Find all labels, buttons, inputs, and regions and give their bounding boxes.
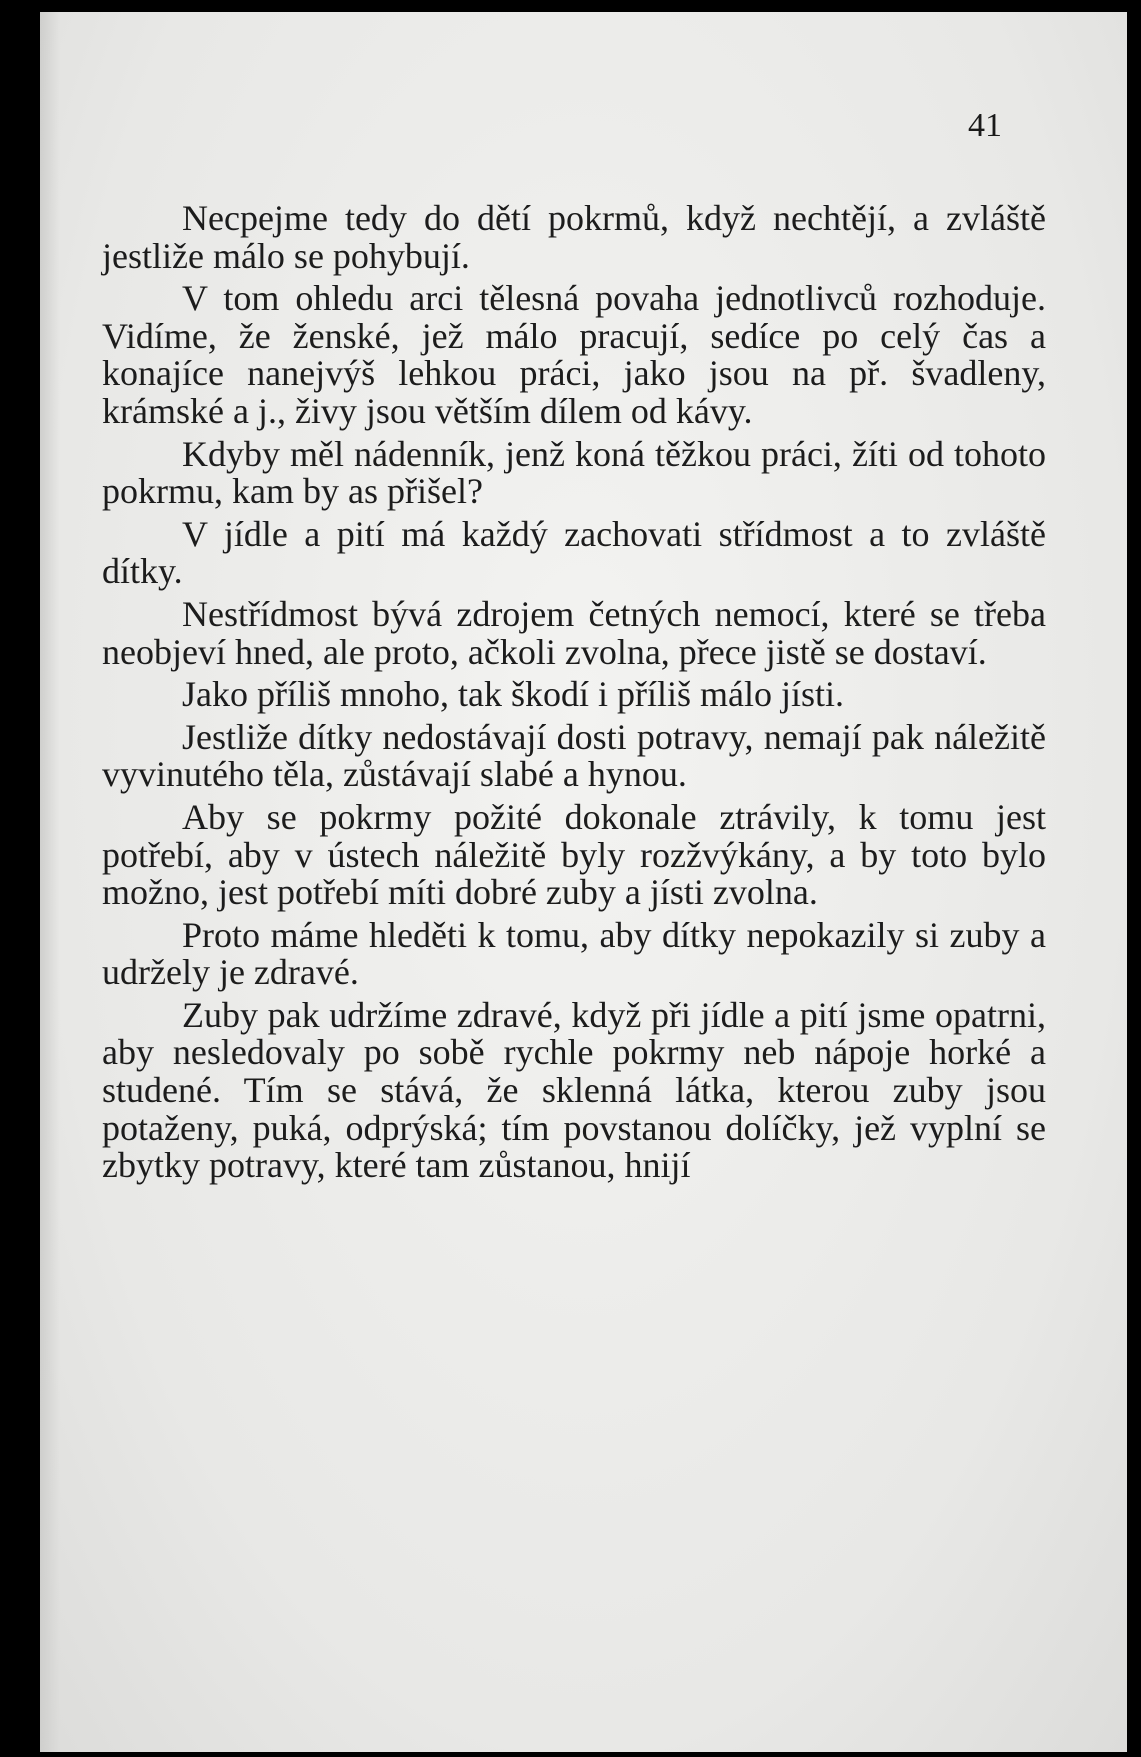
paragraph: Proto máme hleděti k tomu, aby dítky nepokazily si zuby a udržely je zdravé. <box>102 914 1046 993</box>
paragraph: V tom ohledu arci tělesná povaha jednotlivců rozhoduje. Vidíme, že ženské, jež málo pracují, sedíce po celý čas a konajíce nanejvýš lehkou práci, jako jsou na př. švadleny, krámské a j., živy jsou větším dílem od kávy. <box>102 278 1046 431</box>
paragraph: Nestřídmost bývá zdrojem četných nemocí, které se třeba neobjeví hned, ale proto, ačkoli zvolna, přece jistě se dostaví. <box>102 593 1046 672</box>
paragraph: Aby se pokrmy požité dokonale ztrávily, k tomu jest potřebí, aby v ústech náležitě byly rozžvýkány, a by toto bylo možno, jest potřebí míti dobré zuby a jísti zvolna. <box>102 796 1046 913</box>
body-text <box>102 200 1046 1190</box>
paragraph: Necpejme tedy do dětí pokrmů, když nechtějí, a zvláště jestliže málo se pohybují. <box>102 198 1046 276</box>
paragraph: Kdyby měl nádenník, jenž koná těžkou práci, žíti od tohoto pokrmu, kam by as přišel? <box>102 433 1046 512</box>
paragraph: Jestliže dítky nedostávají dosti potravy, nemají pak náležitě vyvinutého těla, zůstávají slabé a hynou. <box>102 716 1046 795</box>
paragraph: V jídle a pití má každý zachovati střídmost a to zvláště dítky. <box>102 513 1046 592</box>
page-number: 41 <box>968 107 1002 144</box>
book-page <box>40 12 1127 1752</box>
paragraph: Zuby pak udržíme zdravé, když při jídle a pití jsme opatrni, aby nesledovaly po sobě rychle pokrmy neb nápoje horké a studené. Tím se stává, že sklenná látka, kterou zuby jsou potaženy, puká, odprýská; tím povstanou dolíčky, jež vyplní se zbytky potravy, které tam zůstanou, hnijí <box>102 994 1046 1186</box>
page-edge-shadow <box>40 12 60 1752</box>
paragraph: Jako příliš mnoho, tak škodí i příliš málo jísti. <box>182 674 844 715</box>
